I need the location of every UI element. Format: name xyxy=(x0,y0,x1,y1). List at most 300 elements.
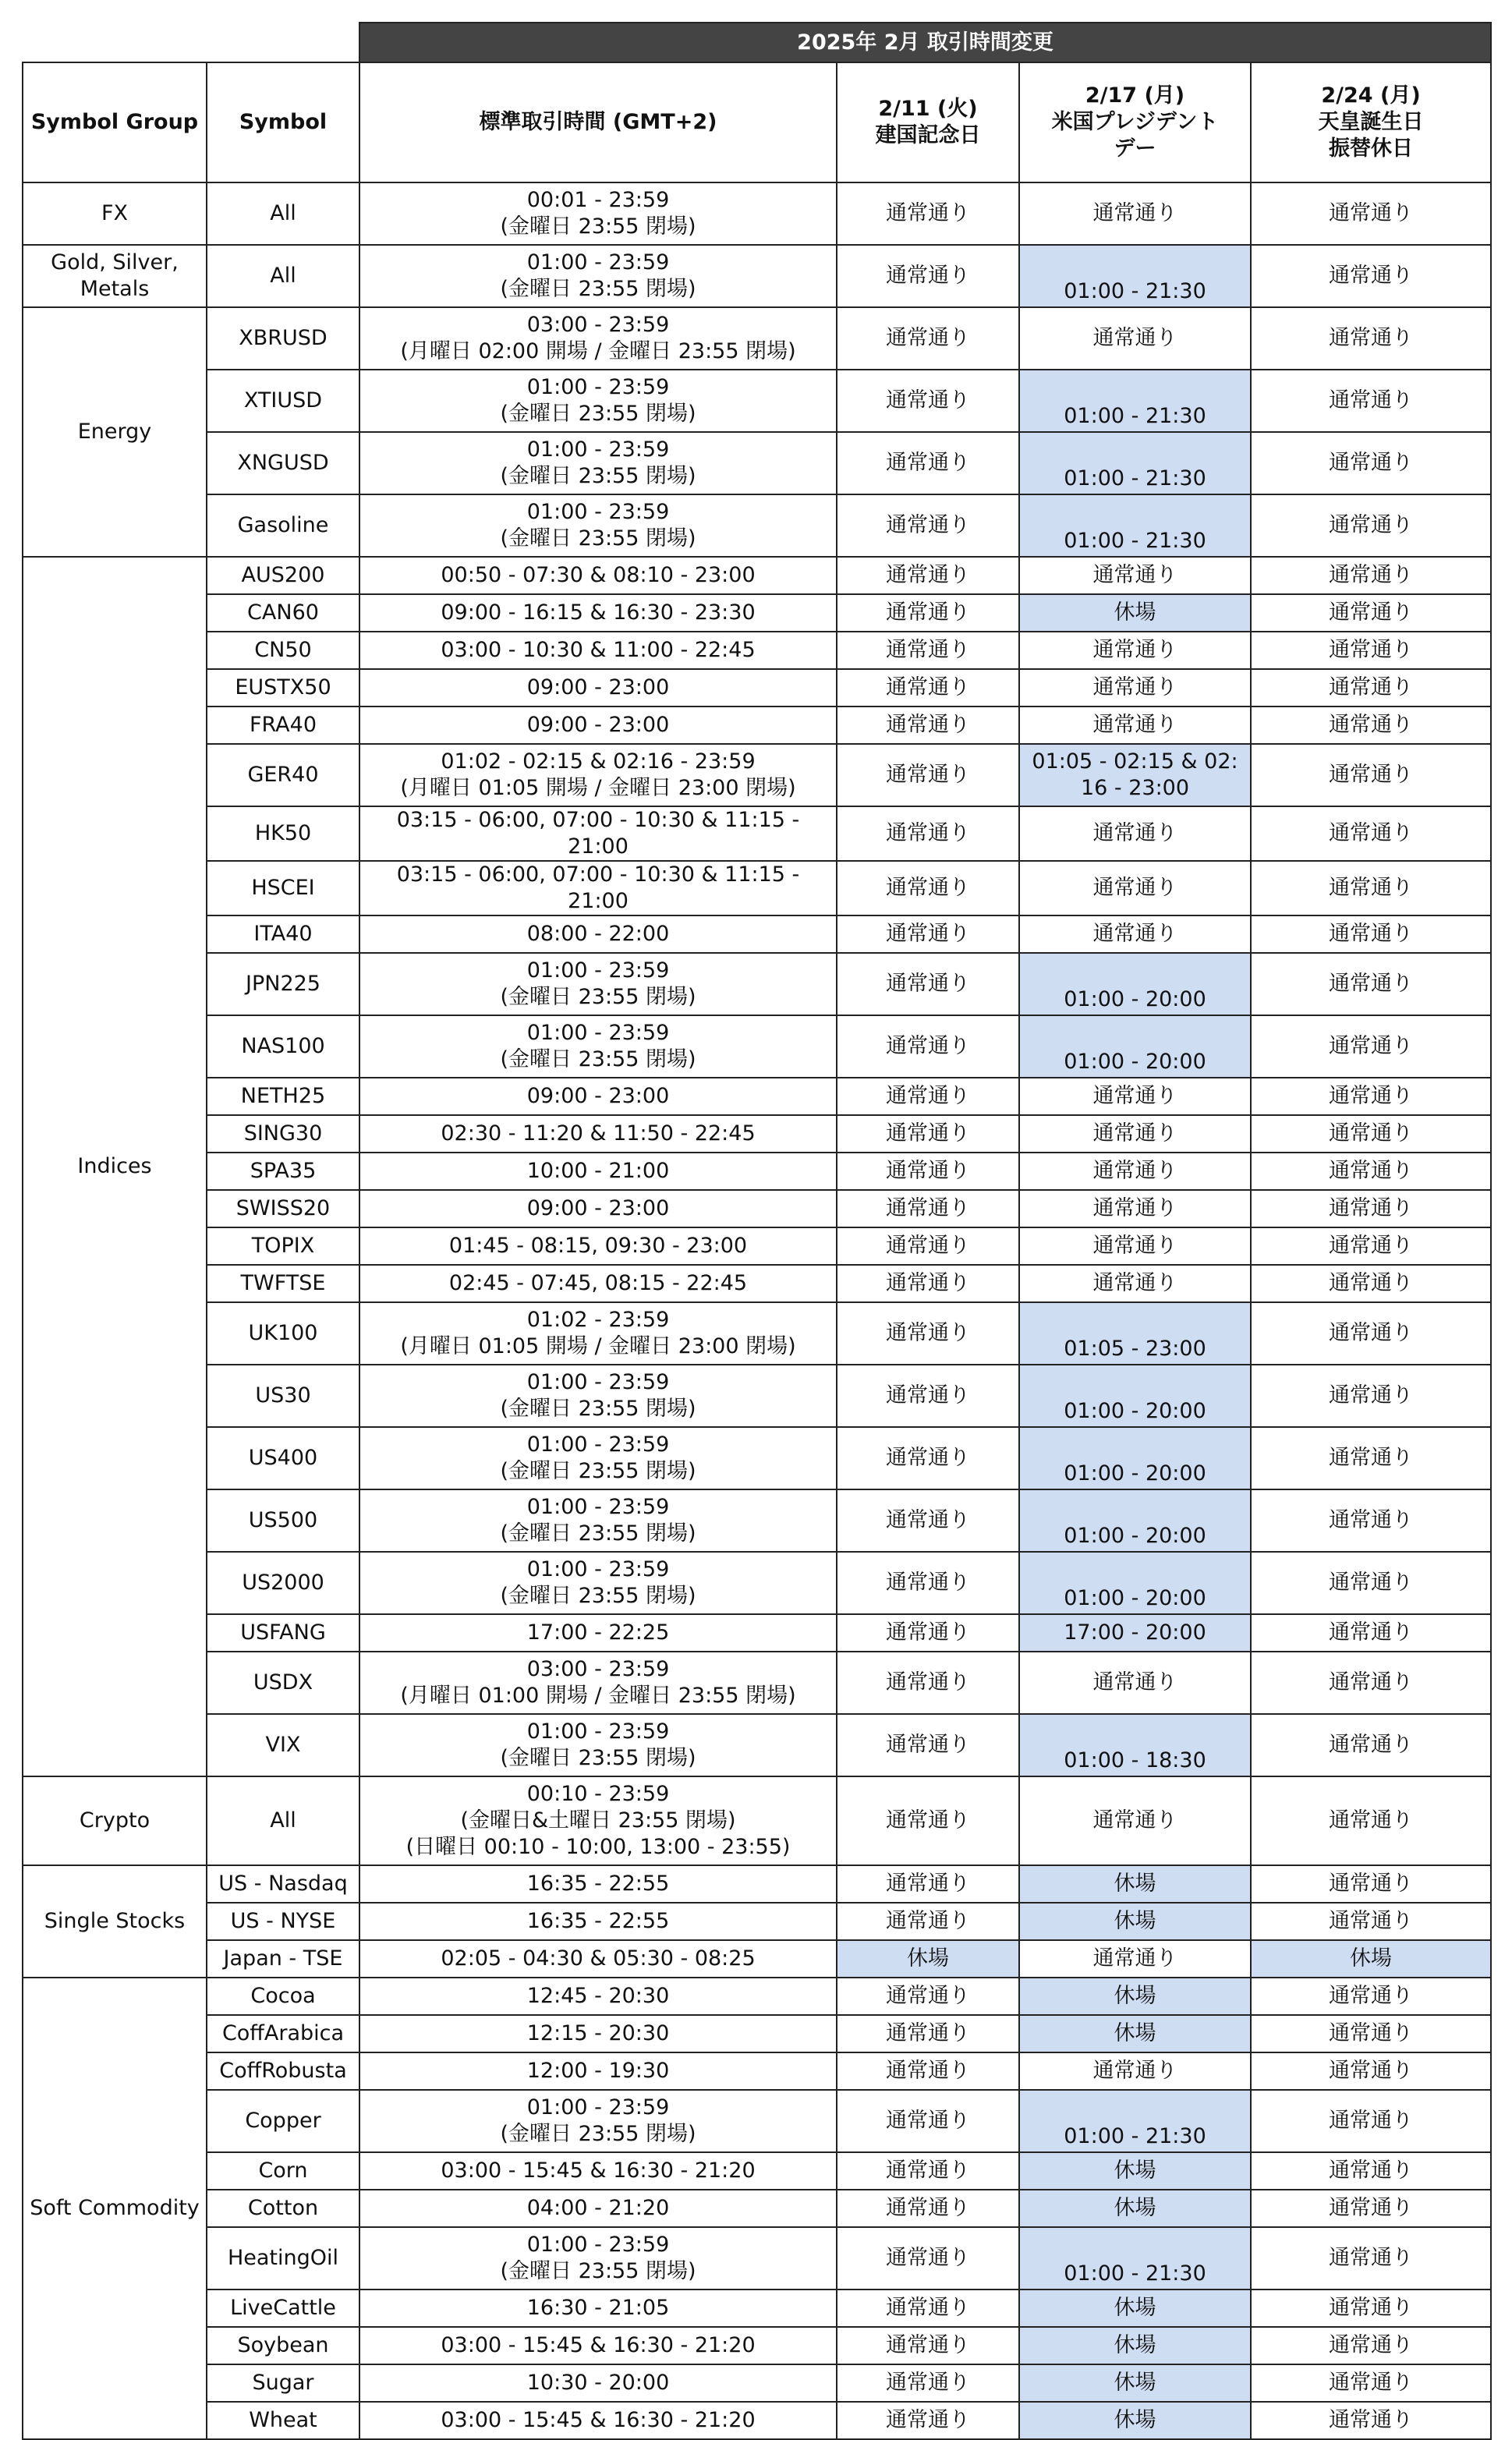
standard-hours-cell-line: 03:00 - 15:45 & 16:30 - 21:20 xyxy=(441,2333,756,2357)
d2-status-cell: 01:00 - 18:30 xyxy=(1019,1714,1251,1776)
table-row xyxy=(23,1714,1491,1776)
standard-hours-cell xyxy=(359,1265,837,1302)
d2-status-cell: 17:00 - 20:00 xyxy=(1019,1614,1251,1652)
standard-hours-cell xyxy=(359,1865,837,1903)
standard-hours-cell-line: 09:00 - 23:00 xyxy=(526,675,670,699)
standard-hours-cell-line: 09:00 - 23:00 xyxy=(526,1196,670,1220)
header-date-0211-holiday: 建国記念日 xyxy=(875,123,981,147)
table-row xyxy=(23,2227,1491,2289)
d3-status-cell: 通常通り xyxy=(1251,1903,1491,1940)
standard-hours-cell xyxy=(359,1614,837,1652)
d2-status-cell: 01:00 - 20:00 xyxy=(1019,953,1251,1015)
d3-status-cell: 通常通り xyxy=(1251,370,1491,432)
table-row xyxy=(23,1940,1491,1978)
standard-hours-cell-line: 00:01 - 23:59 xyxy=(526,188,670,212)
symbol-cell: TOPIX xyxy=(207,1227,359,1265)
table-row xyxy=(23,1552,1491,1614)
d2-status-cell-line: 01:05 - 02:15 & 02: xyxy=(1032,749,1238,774)
symbol-cell: Cotton xyxy=(207,2190,359,2227)
table-row xyxy=(23,707,1491,744)
d1-status-cell: 通常通り xyxy=(837,669,1019,707)
d2-status-cell: 休場 xyxy=(1019,1865,1251,1903)
d3-status-cell: 通常通り xyxy=(1251,2364,1491,2402)
d2-status-cell: 通常通り xyxy=(1019,1776,1251,1865)
standard-hours-cell-line: (金曜日 23:55 閉場) xyxy=(500,214,696,239)
d1-status-cell: 通常通り xyxy=(837,1190,1019,1227)
d3-status-cell: 通常通り xyxy=(1251,307,1491,370)
standard-hours-cell-line: (金曜日 23:55 閉場) xyxy=(500,1397,696,1421)
standard-hours-cell-line: 01:00 - 23:59 xyxy=(526,1021,670,1045)
standard-hours-cell-line: 01:00 - 23:59 xyxy=(526,2233,670,2257)
symbol-group-cell: Gold, Silver, Metals xyxy=(23,245,207,307)
standard-hours-cell xyxy=(359,2327,837,2364)
standard-hours-cell xyxy=(359,1078,837,1115)
d3-status-cell: 通常通り xyxy=(1251,2402,1491,2439)
d3-status-cell: 通常通り xyxy=(1251,2090,1491,2152)
d3-status-cell: 通常通り xyxy=(1251,1552,1491,1614)
standard-hours-cell xyxy=(359,1714,837,1776)
table-row xyxy=(23,1865,1491,1903)
d3-status-cell: 通常通り xyxy=(1251,1015,1491,1078)
table-row xyxy=(23,2152,1491,2190)
d3-status-cell: 通常通り xyxy=(1251,2052,1491,2090)
d2-status-cell: 通常通り xyxy=(1019,2052,1251,2090)
standard-hours-cell-line: 01:00 - 23:59 xyxy=(526,1432,670,1457)
d1-status-cell: 通常通り xyxy=(837,1714,1019,1776)
d3-status-cell: 通常通り xyxy=(1251,2327,1491,2364)
standard-hours-cell-line: 04:00 - 21:20 xyxy=(526,2196,670,2220)
d3-status-cell: 通常通り xyxy=(1251,1652,1491,1714)
symbol-cell: USFANG xyxy=(207,1614,359,1652)
standard-hours-cell-line: 01:00 - 23:59 xyxy=(526,1557,670,1581)
standard-hours-cell-line: 01:00 - 23:59 xyxy=(526,1370,670,1394)
d3-status-cell: 通常通り xyxy=(1251,245,1491,307)
table-row xyxy=(23,1227,1491,1265)
symbol-cell: HeatingOil xyxy=(207,2227,359,2289)
d3-status-cell: 通常通り xyxy=(1251,1365,1491,1427)
standard-hours-cell-line: (月曜日 01:05 開場 / 金曜日 23:00 閉場) xyxy=(400,776,796,800)
table-row xyxy=(23,1078,1491,1115)
d1-status-cell: 通常通り xyxy=(837,2015,1019,2052)
d1-status-cell: 通常通り xyxy=(837,1903,1019,1940)
d2-status-cell xyxy=(1019,744,1251,806)
d1-status-cell: 通常通り xyxy=(837,1652,1019,1714)
standard-hours-cell xyxy=(359,370,837,432)
d2-status-cell: 通常通り xyxy=(1019,915,1251,953)
standard-hours-cell xyxy=(359,182,837,245)
d2-status-cell: 01:00 - 20:00 xyxy=(1019,1015,1251,1078)
d3-status-cell: 通常通り xyxy=(1251,1078,1491,1115)
d3-status-cell: 通常通り xyxy=(1251,1265,1491,1302)
table-row xyxy=(23,1978,1491,2015)
d2-status-cell: 休場 xyxy=(1019,594,1251,632)
d2-status-cell: 通常通り xyxy=(1019,632,1251,669)
standard-hours-cell xyxy=(359,1227,837,1265)
d1-status-cell: 通常通り xyxy=(837,915,1019,953)
standard-hours-cell xyxy=(359,1776,837,1865)
standard-hours-cell-line: 03:00 - 10:30 & 11:00 - 22:45 xyxy=(441,638,756,662)
d2-status-cell: 01:00 - 21:30 xyxy=(1019,2227,1251,2289)
table-row xyxy=(23,2190,1491,2227)
standard-hours-cell-line: 02:30 - 11:20 & 11:50 - 22:45 xyxy=(441,1121,756,1146)
d1-status-cell: 通常通り xyxy=(837,707,1019,744)
symbol-cell: SPA35 xyxy=(207,1153,359,1190)
d1-status-cell: 通常通り xyxy=(837,1489,1019,1552)
standard-hours-cell-line: 02:05 - 04:30 & 05:30 - 08:25 xyxy=(441,1946,756,1971)
table-row xyxy=(23,669,1491,707)
symbol-cell: Japan - TSE xyxy=(207,1940,359,1978)
symbol-cell: FRA40 xyxy=(207,707,359,744)
d3-status-cell: 通常通り xyxy=(1251,953,1491,1015)
standard-hours-cell-line: 03:15 - 06:00, 07:00 - 10:30 & 11:15 - 21:00 xyxy=(396,808,800,859)
header-date-0224 xyxy=(1251,62,1491,182)
d2-status-cell: 通常通り xyxy=(1019,1153,1251,1190)
standard-hours-cell-line: (金曜日&土曜日 23:55 閉場) xyxy=(460,1808,736,1833)
standard-hours-cell-line: (月曜日 01:00 開場 / 金曜日 23:55 閉場) xyxy=(400,1684,796,1708)
d3-status-cell: 通常通り xyxy=(1251,1153,1491,1190)
d2-status-cell: 休場 xyxy=(1019,2015,1251,2052)
d2-status-cell: 通常通り xyxy=(1019,1940,1251,1978)
symbol-cell: All xyxy=(207,245,359,307)
symbol-cell: HK50 xyxy=(207,806,359,861)
table-row xyxy=(23,182,1491,245)
d1-status-cell: 通常通り xyxy=(837,1865,1019,1903)
standard-hours-cell-line: 03:00 - 15:45 & 16:30 - 21:20 xyxy=(441,2408,756,2432)
header-date-0217-holiday-cont: デー xyxy=(1114,136,1156,161)
table-row xyxy=(23,307,1491,370)
symbol-cell: XTIUSD xyxy=(207,370,359,432)
standard-hours-cell xyxy=(359,2052,837,2090)
table-row xyxy=(23,1489,1491,1552)
d3-status-cell: 通常通り xyxy=(1251,1227,1491,1265)
symbol-cell: NAS100 xyxy=(207,1015,359,1078)
standard-hours-cell xyxy=(359,1552,837,1614)
symbol-cell: CN50 xyxy=(207,632,359,669)
symbol-cell: VIX xyxy=(207,1714,359,1776)
standard-hours-cell xyxy=(359,2364,837,2402)
table-row xyxy=(23,1190,1491,1227)
header-symbol-group: Symbol Group xyxy=(23,62,207,182)
table-row xyxy=(23,744,1491,806)
standard-hours-cell-line: 00:50 - 07:30 & 08:10 - 23:00 xyxy=(441,563,756,587)
d2-status-cell: 休場 xyxy=(1019,1903,1251,1940)
standard-hours-cell xyxy=(359,744,837,806)
d1-status-cell: 通常通り xyxy=(837,557,1019,594)
symbol-cell: Sugar xyxy=(207,2364,359,2402)
symbol-cell: TWFTSE xyxy=(207,1265,359,1302)
standard-hours-cell-line: 12:00 - 19:30 xyxy=(526,2059,670,2083)
symbol-group-cell: Indices xyxy=(23,557,207,1776)
standard-hours-cell-line: 01:45 - 08:15, 09:30 - 23:00 xyxy=(448,1234,748,1258)
standard-hours-cell xyxy=(359,1190,837,1227)
table-row xyxy=(23,370,1491,432)
standard-hours-cell xyxy=(359,1115,837,1153)
d2-status-cell: 休場 xyxy=(1019,2402,1251,2439)
standard-hours-cell xyxy=(359,1652,837,1714)
d1-status-cell: 通常通り xyxy=(837,632,1019,669)
table-row xyxy=(23,1153,1491,1190)
d3-status-cell: 通常通り xyxy=(1251,632,1491,669)
standard-hours-cell xyxy=(359,1015,837,1078)
standard-hours-cell-line: (月曜日 02:00 開場 / 金曜日 23:55 閉場) xyxy=(400,339,796,363)
table-banner: 2025年 2月 取引時間変更 xyxy=(359,23,1491,62)
d2-status-cell: 01:00 - 21:30 xyxy=(1019,432,1251,494)
d1-status-cell: 通常通り xyxy=(837,1978,1019,2015)
d2-status-cell: 通常通り xyxy=(1019,557,1251,594)
d2-status-cell: 01:00 - 20:00 xyxy=(1019,1489,1251,1552)
table-row xyxy=(23,2364,1491,2402)
d1-status-cell: 通常通り xyxy=(837,432,1019,494)
d3-status-cell: 通常通り xyxy=(1251,1614,1491,1652)
d1-status-cell: 通常通り xyxy=(837,594,1019,632)
d1-status-cell: 通常通り xyxy=(837,370,1019,432)
symbol-cell: All xyxy=(207,1776,359,1865)
standard-hours-cell xyxy=(359,2227,837,2289)
d3-status-cell: 通常通り xyxy=(1251,861,1491,915)
symbol-group-cell: FX xyxy=(23,182,207,245)
d3-status-cell: 通常通り xyxy=(1251,1115,1491,1153)
standard-hours-cell-line: 16:35 - 22:55 xyxy=(526,1909,670,1933)
table-row xyxy=(23,806,1491,861)
standard-hours-cell xyxy=(359,1427,837,1489)
standard-hours-cell-line: (金曜日 23:55 閉場) xyxy=(500,1746,696,1770)
blank-corner xyxy=(23,23,359,62)
standard-hours-cell-line: (日曜日 00:10 - 10:00, 13:00 - 23:55) xyxy=(405,1835,791,1859)
standard-hours-cell-line: 01:00 - 23:59 xyxy=(526,437,670,462)
d3-status-cell: 通常通り xyxy=(1251,915,1491,953)
d3-status-cell: 通常通り xyxy=(1251,1489,1491,1552)
standard-hours-cell xyxy=(359,953,837,1015)
d1-status-cell: 通常通り xyxy=(837,744,1019,806)
standard-hours-cell-line: (金曜日 23:55 閉場) xyxy=(500,2122,696,2146)
d2-status-cell: 01:00 - 21:30 xyxy=(1019,2090,1251,2152)
symbol-cell: Gasoline xyxy=(207,494,359,557)
table-row xyxy=(23,2289,1491,2327)
d3-status-cell: 通常通り xyxy=(1251,2015,1491,2052)
d1-status-cell: 通常通り xyxy=(837,1078,1019,1115)
d3-status-cell: 通常通り xyxy=(1251,182,1491,245)
d1-status-cell: 通常通り xyxy=(837,1776,1019,1865)
table-row xyxy=(23,2402,1491,2439)
d3-status-cell: 通常通り xyxy=(1251,2152,1491,2190)
d2-status-cell: 休場 xyxy=(1019,1978,1251,2015)
d2-status-cell: 通常通り xyxy=(1019,806,1251,861)
d1-status-cell: 通常通り xyxy=(837,1153,1019,1190)
d3-status-cell: 通常通り xyxy=(1251,1302,1491,1365)
header-date-0224-date: 2/24 (月) xyxy=(1321,83,1421,108)
standard-hours-cell xyxy=(359,494,837,557)
standard-hours-cell xyxy=(359,1903,837,1940)
header-standard-hours: 標準取引時間 (GMT+2) xyxy=(359,62,837,182)
header-date-0217-date: 2/17 (月) xyxy=(1085,83,1185,108)
table-row xyxy=(23,953,1491,1015)
d1-status-cell: 通常通り xyxy=(837,1227,1019,1265)
table-row xyxy=(23,1365,1491,1427)
d1-status-cell: 通常通り xyxy=(837,861,1019,915)
table-row xyxy=(23,861,1491,915)
d2-status-cell: 通常通り xyxy=(1019,182,1251,245)
d1-status-cell: 通常通り xyxy=(837,1015,1019,1078)
d1-status-cell: 通常通り xyxy=(837,2402,1019,2439)
d3-status-cell: 通常通り xyxy=(1251,1427,1491,1489)
symbol-cell: CoffRobusta xyxy=(207,2052,359,2090)
standard-hours-cell-line: 12:45 - 20:30 xyxy=(526,1984,670,2008)
d2-status-cell: 通常通り xyxy=(1019,1115,1251,1153)
header-date-0211 xyxy=(837,62,1019,182)
header-date-0224-holiday-cont: 振替休日 xyxy=(1329,136,1414,161)
standard-hours-cell xyxy=(359,432,837,494)
d2-status-cell: 通常通り xyxy=(1019,1652,1251,1714)
standard-hours-cell xyxy=(359,245,837,307)
table-row xyxy=(23,2052,1491,2090)
standard-hours-cell-line: 09:00 - 23:00 xyxy=(526,713,670,737)
standard-hours-cell-line: 02:45 - 07:45, 08:15 - 22:45 xyxy=(448,1271,748,1295)
standard-hours-cell xyxy=(359,669,837,707)
d2-status-cell: 休場 xyxy=(1019,2152,1251,2190)
symbol-cell: AUS200 xyxy=(207,557,359,594)
symbol-cell: Copper xyxy=(207,2090,359,2152)
d1-status-cell: 通常通り xyxy=(837,953,1019,1015)
standard-hours-cell xyxy=(359,915,837,953)
d2-status-cell: 通常通り xyxy=(1019,669,1251,707)
standard-hours-cell-line: 08:00 - 22:00 xyxy=(526,922,670,946)
d1-status-cell: 通常通り xyxy=(837,1427,1019,1489)
d3-status-cell: 休場 xyxy=(1251,1940,1491,1978)
standard-hours-cell xyxy=(359,1153,837,1190)
d1-status-cell: 通常通り xyxy=(837,494,1019,557)
standard-hours-cell-line: 12:15 - 20:30 xyxy=(526,2021,670,2045)
d3-status-cell: 通常通り xyxy=(1251,806,1491,861)
standard-hours-cell xyxy=(359,2289,837,2327)
symbol-cell: EUSTX50 xyxy=(207,669,359,707)
standard-hours-cell-line: 16:30 - 21:05 xyxy=(526,2296,670,2320)
symbol-cell: UK100 xyxy=(207,1302,359,1365)
standard-hours-cell xyxy=(359,1365,837,1427)
standard-hours-cell-line: (金曜日 23:55 閉場) xyxy=(500,1047,696,1071)
d3-status-cell: 通常通り xyxy=(1251,557,1491,594)
banner-row xyxy=(23,23,1491,62)
table-row xyxy=(23,557,1491,594)
d3-status-cell: 通常通り xyxy=(1251,2227,1491,2289)
d2-status-cell: 01:00 - 21:30 xyxy=(1019,494,1251,557)
d3-status-cell: 通常通り xyxy=(1251,669,1491,707)
d2-status-cell-line: 16 - 23:00 xyxy=(1080,776,1190,800)
table-row xyxy=(23,2015,1491,2052)
symbol-cell: NETH25 xyxy=(207,1078,359,1115)
header-symbol: Symbol xyxy=(207,62,359,182)
standard-hours-cell-line: 01:02 - 23:59 xyxy=(526,1308,670,1332)
symbol-cell: Corn xyxy=(207,2152,359,2190)
symbol-cell: SWISS20 xyxy=(207,1190,359,1227)
symbol-cell: HSCEI xyxy=(207,861,359,915)
table-row xyxy=(23,1427,1491,1489)
symbol-cell: All xyxy=(207,182,359,245)
d3-status-cell: 通常通り xyxy=(1251,1978,1491,2015)
table-row xyxy=(23,1903,1491,1940)
d1-status-cell: 通常通り xyxy=(837,1265,1019,1302)
standard-hours-cell-line: 09:00 - 23:00 xyxy=(526,1084,670,1108)
d1-status-cell: 通常通り xyxy=(837,2227,1019,2289)
table-row xyxy=(23,494,1491,557)
table-row xyxy=(23,915,1491,953)
symbol-group-cell: Crypto xyxy=(23,1776,207,1865)
standard-hours-cell-line: (金曜日 23:55 閉場) xyxy=(500,985,696,1009)
standard-hours-cell xyxy=(359,707,837,744)
table-row xyxy=(23,1652,1491,1714)
d1-status-cell: 通常通り xyxy=(837,182,1019,245)
symbol-cell: XBRUSD xyxy=(207,307,359,370)
standard-hours-cell-line: (金曜日 23:55 閉場) xyxy=(500,1459,696,1483)
standard-hours-cell xyxy=(359,2190,837,2227)
symbol-cell: CAN60 xyxy=(207,594,359,632)
standard-hours-cell-line: 01:00 - 23:59 xyxy=(526,1719,670,1744)
d1-status-cell: 休場 xyxy=(837,1940,1019,1978)
standard-hours-cell-line: 16:35 - 22:55 xyxy=(526,1872,670,1896)
d3-status-cell: 通常通り xyxy=(1251,2190,1491,2227)
d3-status-cell: 通常通り xyxy=(1251,2289,1491,2327)
d2-status-cell: 通常通り xyxy=(1019,1190,1251,1227)
table-row xyxy=(23,245,1491,307)
symbol-cell: US - Nasdaq xyxy=(207,1865,359,1903)
trading-hours-table xyxy=(22,22,1492,2440)
standard-hours-cell-line: (金曜日 23:55 閉場) xyxy=(500,464,696,488)
table-row xyxy=(23,1302,1491,1365)
standard-hours-cell-line: 01:02 - 02:15 & 02:16 - 23:59 xyxy=(441,749,756,774)
symbol-cell: JPN225 xyxy=(207,953,359,1015)
standard-hours-cell-line: 03:00 - 23:59 xyxy=(526,313,670,337)
table-row xyxy=(23,1265,1491,1302)
d1-status-cell: 通常通り xyxy=(837,2364,1019,2402)
standard-hours-cell xyxy=(359,557,837,594)
standard-hours-cell-line: (金曜日 23:55 閉場) xyxy=(500,402,696,426)
d2-status-cell: 通常通り xyxy=(1019,1265,1251,1302)
header-date-0217-holiday: 米国プレジデント xyxy=(1051,110,1219,134)
d1-status-cell: 通常通り xyxy=(837,2090,1019,2152)
symbol-cell: SING30 xyxy=(207,1115,359,1153)
d1-status-cell: 通常通り xyxy=(837,2289,1019,2327)
d1-status-cell: 通常通り xyxy=(837,2052,1019,2090)
d2-status-cell: 01:00 - 21:30 xyxy=(1019,245,1251,307)
standard-hours-cell-line: 01:00 - 23:59 xyxy=(526,1495,670,1519)
symbol-cell: ITA40 xyxy=(207,915,359,953)
d1-status-cell: 通常通り xyxy=(837,1552,1019,1614)
table-row xyxy=(23,1015,1491,1078)
standard-hours-cell-line: 01:00 - 23:59 xyxy=(526,500,670,524)
symbol-cell: US400 xyxy=(207,1427,359,1489)
header-row xyxy=(23,62,1491,182)
standard-hours-cell xyxy=(359,2015,837,2052)
symbol-cell: Cocoa xyxy=(207,1978,359,2015)
d2-status-cell: 休場 xyxy=(1019,2327,1251,2364)
symbol-cell: XNGUSD xyxy=(207,432,359,494)
d2-status-cell: 01:00 - 21:30 xyxy=(1019,370,1251,432)
d1-status-cell: 通常通り xyxy=(837,1365,1019,1427)
table-row xyxy=(23,2327,1491,2364)
symbol-group-cell: Energy xyxy=(23,307,207,557)
d1-status-cell: 通常通り xyxy=(837,806,1019,861)
d3-status-cell: 通常通り xyxy=(1251,707,1491,744)
standard-hours-cell xyxy=(359,1302,837,1365)
standard-hours-cell xyxy=(359,594,837,632)
standard-hours-cell-line: (金曜日 23:55 閉場) xyxy=(500,277,696,301)
table-row xyxy=(23,2090,1491,2152)
standard-hours-cell xyxy=(359,861,837,915)
d3-status-cell: 通常通り xyxy=(1251,432,1491,494)
standard-hours-cell-line: 17:00 - 22:25 xyxy=(526,1620,670,1645)
standard-hours-cell-line: 01:00 - 23:59 xyxy=(526,375,670,399)
header-date-0211-date: 2/11 (火) xyxy=(878,97,978,121)
symbol-cell: Wheat xyxy=(207,2402,359,2439)
